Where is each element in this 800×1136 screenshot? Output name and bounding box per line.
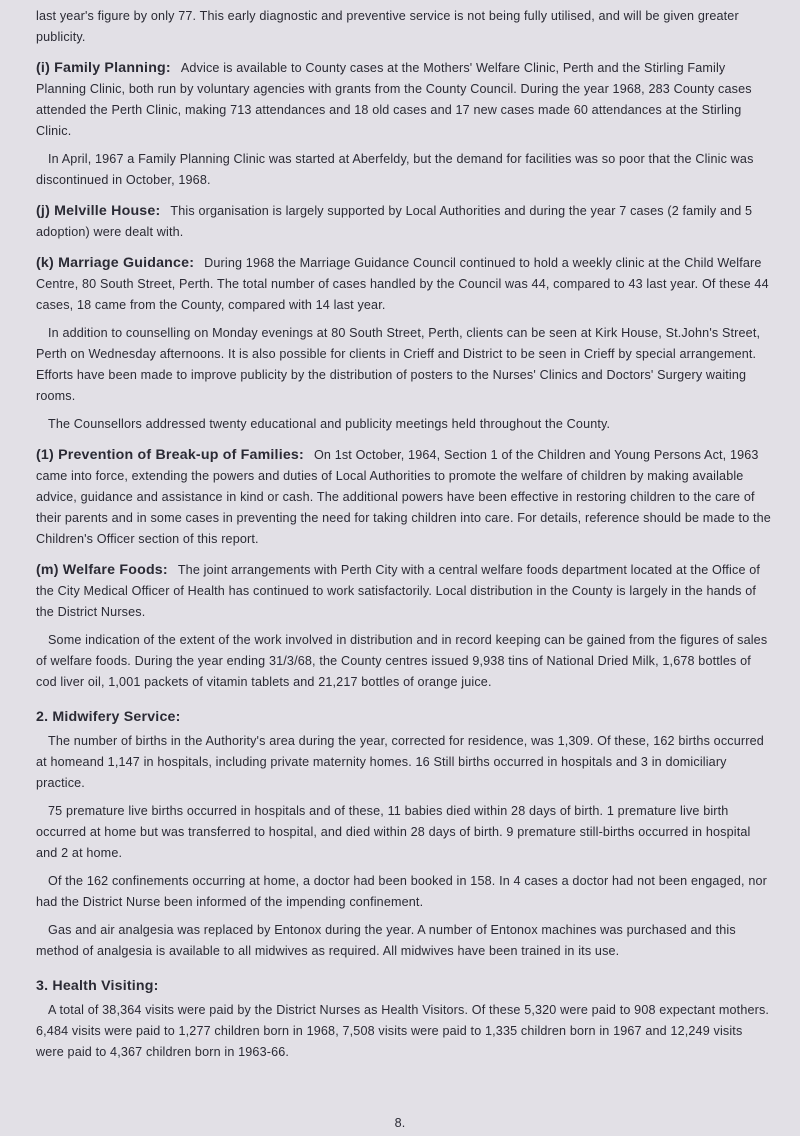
melville-heading: (j) Melville House: [36, 203, 161, 219]
prevention-heading: (1) Prevention of Break-up of Families: [36, 447, 304, 463]
family-planning-text: Advice is available to County cases at the Mothers' Welfare Clinic, Perth and the Stirling Family Planning Clinic, both run by voluntary agencies with grants from the County Council. During the year 1968, 283 County cases attended the Perth Clinic, making 713 attendances and 18 old cases and 17 new cases made 60 attendances at the Stirling Clinic. [36, 61, 752, 138]
analgesia-paragraph: Gas and air analgesia was replaced by Entonox during the year. A number of Entonox machines was purchased and this method of analgesia is available to all midwives as required. All midwives have been trained in its use. [36, 923, 736, 958]
aberfeldy-paragraph: In April, 1967 a Family Planning Clinic was started at Aberfeldy, but the demand for facilities was so poor that the Clinic was discontinued in October, 1968. [36, 152, 754, 187]
marriage-heading: (k) Marriage Guidance: [36, 255, 195, 271]
welfare-foods-paragraph [36, 560, 772, 623]
births-paragraph: The number of births in the Authority's area during the year, corrected for residence, was 1,309. Of these, 162 births occurred at homeand 1,147 in hospitals, including private maternity homes. 16 Still births occurred in hospitals and 3 in domiciliary practice. [36, 734, 764, 790]
welfare-foods-heading: (m) Welfare Foods: [36, 562, 168, 578]
confinements-paragraph: Of the 162 confinements occurring at home, a doctor had been booked in 158. In 4 cases a doctor had not been engaged, nor had the District Nurse been informed of the impending confinement. [36, 874, 767, 909]
welfare-foods-text: The joint arrangements with Perth City with a central welfare foods department located at the Office of the City Medical Officer of Health has continued to work satisfactorily. Local distribution in the County is largely in the hands of the District Nurses. [36, 563, 761, 619]
family-planning-paragraph [36, 58, 772, 142]
prevention-paragraph [36, 445, 772, 550]
prevention-text: On 1st October, 1964, Section 1 of the Children and Young Persons Act, 1963 came into force, extending the powers and duties of Local Authorities to promote the welfare of children by making available advice, guidance and assistance in kind or cash. The additional powers have been effective in restoring children to the care of their parents and in some cases in preventing the need for taking children into care. For details, reference should be made to the Children's Officer section of this report. [36, 448, 771, 546]
melville-text: This organisation is largely supported by Local Authorities and during the year 7 cases (2 family and 5 adoption) were dealt with. [36, 204, 753, 239]
marriage-text: During 1968 the Marriage Guidance Council continued to hold a weekly clinic at the Child Welfare Centre, 80 South Street, Perth. The total number of cases handled by the Council was 44, compared to 43 last year. Of these 44 cases, 18 came from the County, compared with 14 last year. [36, 256, 769, 312]
visits-paragraph: A total of 38,364 visits were paid by the District Nurses as Health Visitors. Of these 5,320 were paid to 908 expectant mothers. 6,484 visits were paid to 1,277 children born in 1968, 7,508 visits were paid to 1,335 children born in 1967 and 12,249 visits were paid to 4,367 children born in 1963-66. [36, 1003, 770, 1059]
marriage-paragraph [36, 253, 772, 316]
welfare-sales-paragraph: Some indication of the extent of the work involved in distribution and in record keeping can be gained from the figures of sales of welfare foods. During the year ending 31/3/68, the County centres issued 9,938 tins of National Dried Milk, 1,678 bottles of cod liver oil, 1,001 packets of vitamin tablets and 21,217 bottles of orange juice. [36, 633, 768, 689]
counsellors-paragraph: The Counsellors addressed twenty educational and publicity meetings held throughout the County. [48, 417, 611, 431]
melville-paragraph [36, 201, 772, 243]
intro-paragraph: last year's figure by only 77. This early diagnostic and preventive service is not being fully utilised, and will be given greater publicity. [36, 9, 739, 44]
counselling-paragraph: In addition to counselling on Monday evenings at 80 South Street, Perth, clients can be seen at Kirk House, St.John's Street, Perth on Wednesday afternoons. It is also possible for clients in Crieff and District to be seen in Crieff by special arrangement. Efforts have been made to improve publicity by the distribution of posters to the Nurses' Clinics and Doctors' Surgery waiting rooms. [36, 326, 761, 403]
health-visiting-heading: 3. Health Visiting: [36, 978, 159, 994]
page-number: 8. [394, 1116, 406, 1130]
premature-paragraph: 75 premature live births occurred in hospitals and of these, 11 babies died within 28 days of birth. 1 premature live birth occurred at home but was transferred to hospital, and died within 28 days of birth. 9 premature still-births occurred in hospital and 2 at home. [36, 804, 751, 860]
midwifery-heading: 2. Midwifery Service: [36, 709, 181, 725]
family-planning-heading: (i) Family Planning: [36, 60, 171, 76]
